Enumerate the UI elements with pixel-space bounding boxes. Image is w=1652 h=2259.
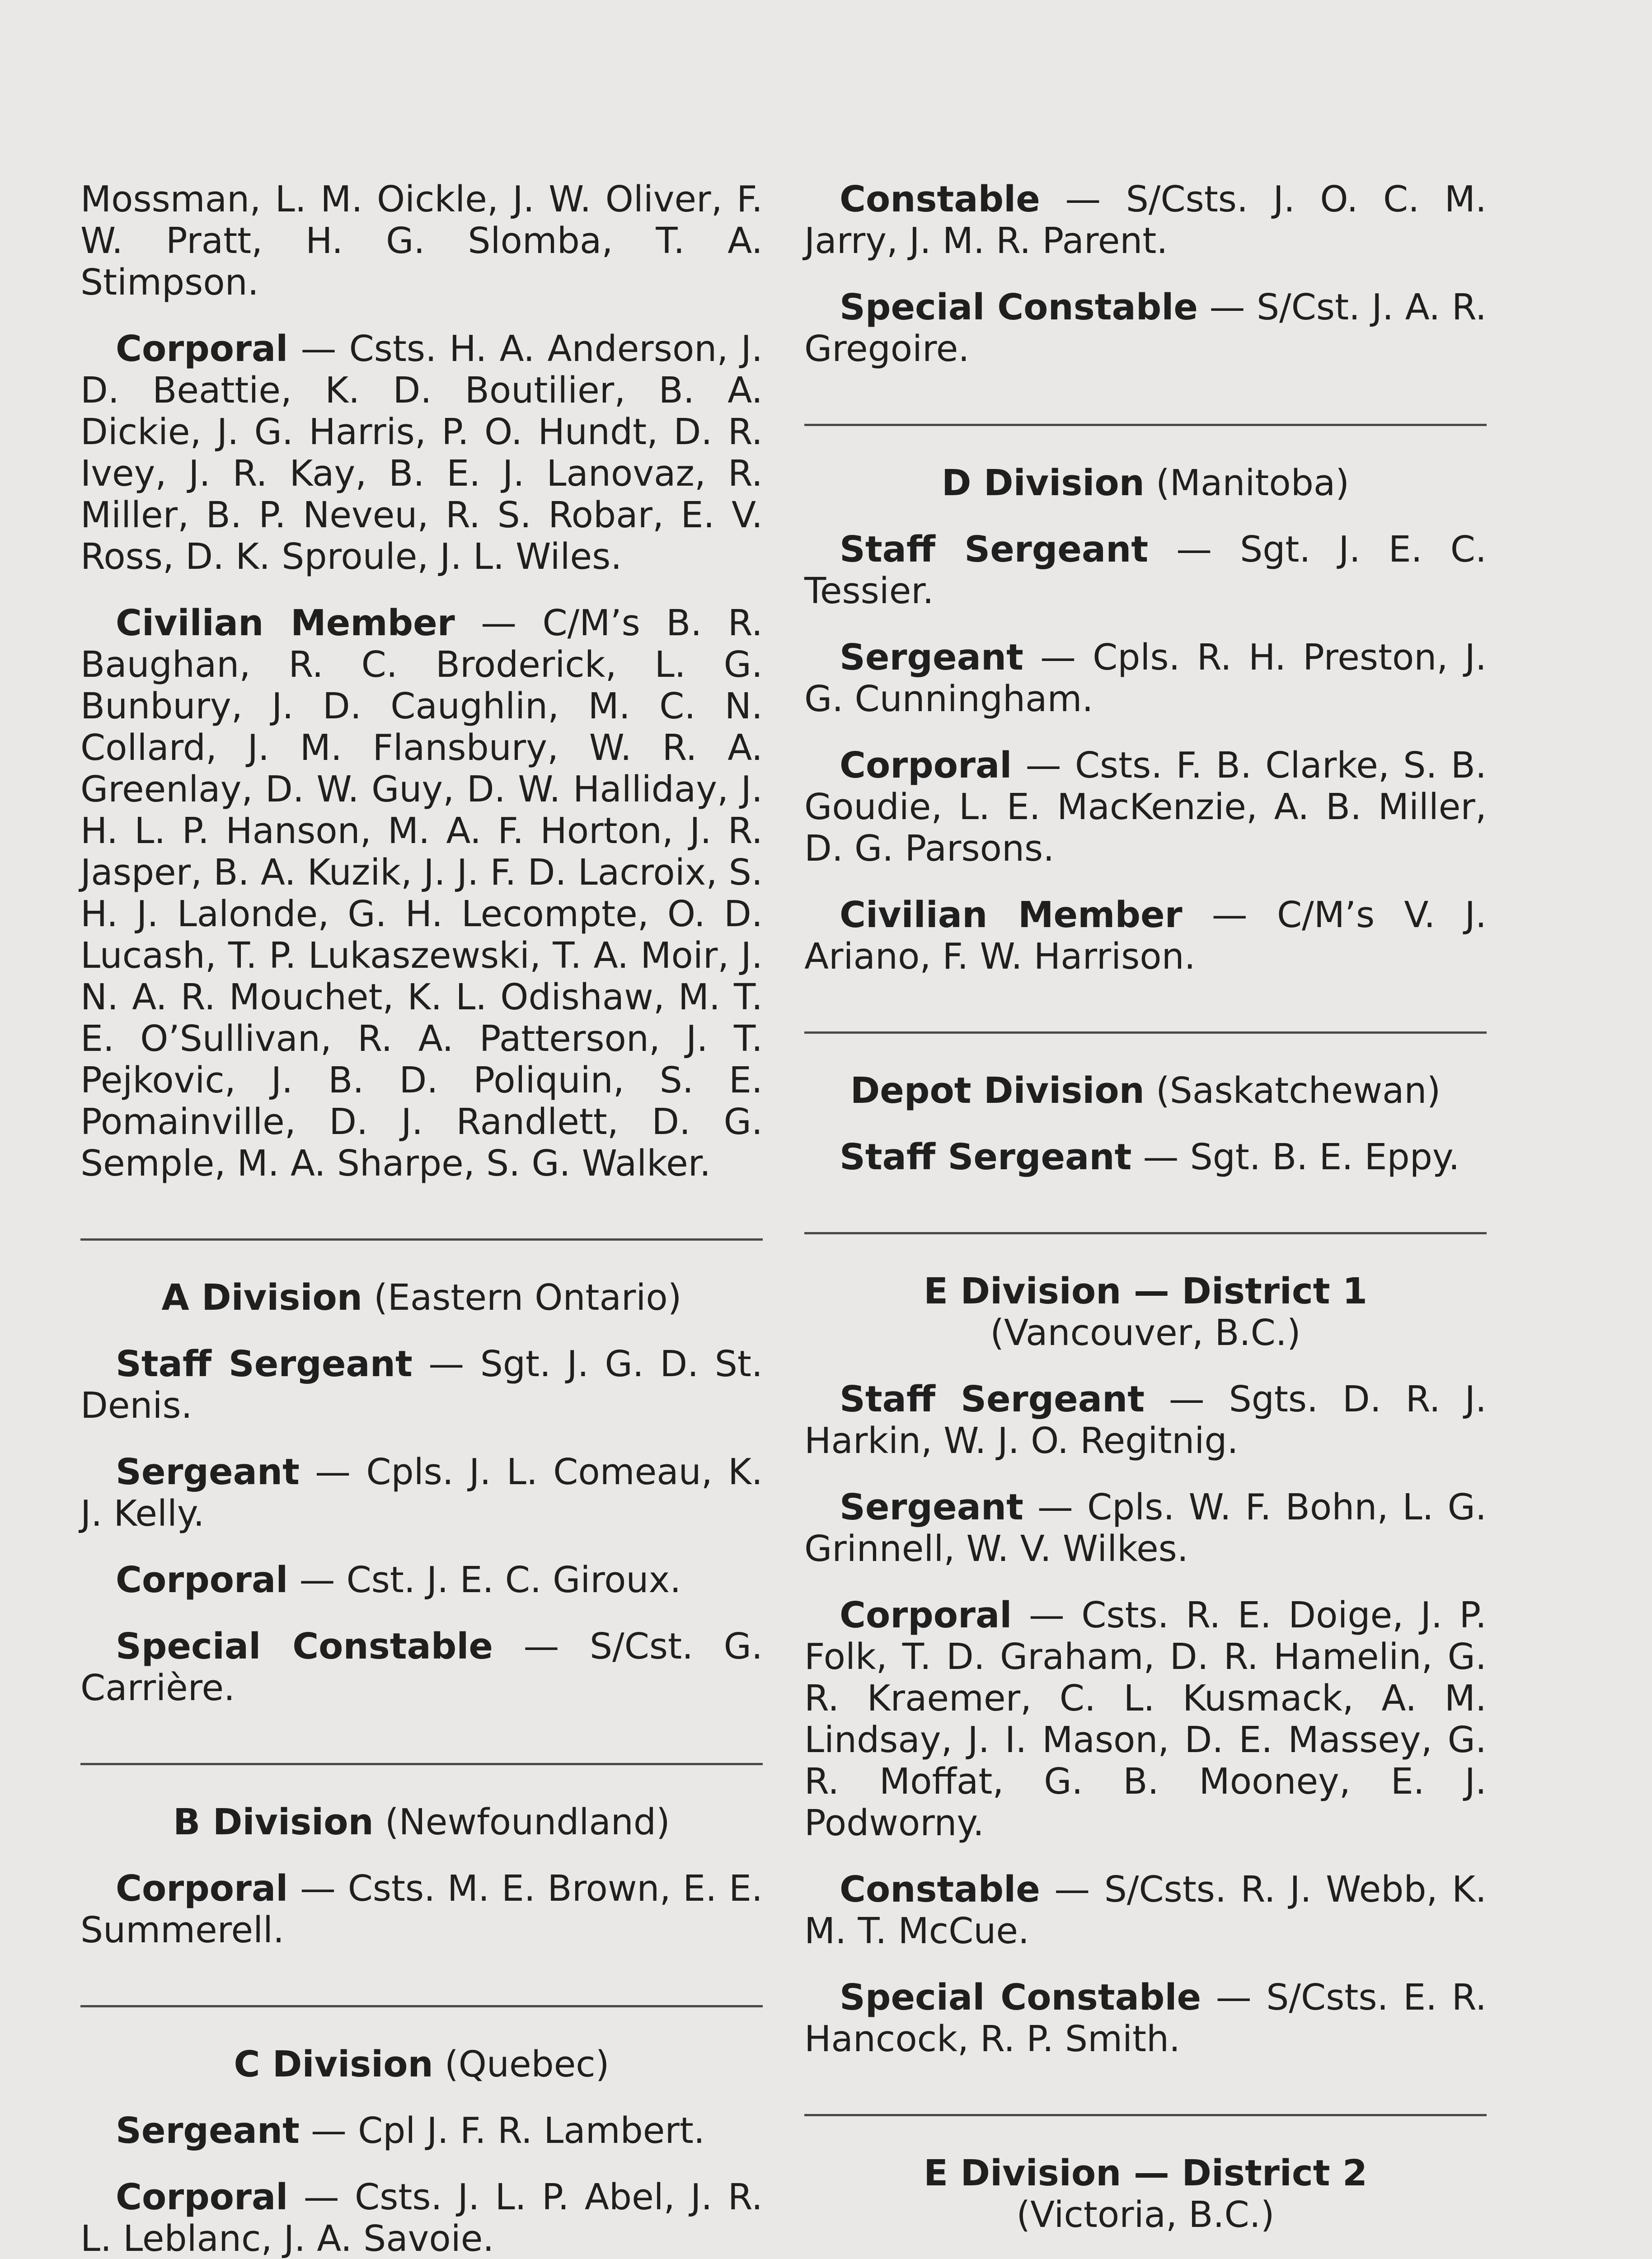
rank-entry-corporal: Corporal — Csts. H. A. Anderson, J. D. Beattie, K. D. Boutilier, B. A. Dickie, J. G. Harris, P. O. Hundt, D. R. Ivey, J. R. Kay, B. E. J. Lanovaz, R. Miller, B. P. Neveu, R. S. Robar, E. V. Ross, D. K. Sproule, J. L. Wiles.: [80, 328, 763, 577]
section-divider: [80, 1238, 763, 1241]
section-divider: [804, 1031, 1487, 1034]
rank-entry-e1-corporal: Corporal — Csts. R. E. Doige, J. P. Folk, T. D. Graham, D. R. Hamelin, G. R. Kraemer, C. L. Kusmack, A. M. Lindsay, J. I. Mason, D. E. Massey, G. R. Moffat, G. B. Mooney, E. J. Podworny.: [804, 1594, 1487, 1844]
division-heading-c: C Division (Quebec): [234, 2043, 610, 2085]
rank-entry-constable: Constable — S/Csts. J. O. C. M. Jarry, J. M. R. Parent.: [804, 178, 1487, 262]
rank-entry-a-sergeant: Sergeant — Cpls. J. L. Comeau, K. J. Kelly.: [80, 1451, 763, 1534]
rank-entry-e1-staff-sergeant: Staff Sergeant — Sgts. D. R. J. Harkin, W. J. O. Regitnig.: [804, 1378, 1487, 1462]
division-heading-a: A Division (Eastern Ontario): [161, 1277, 682, 1318]
section-divider: [804, 424, 1487, 426]
right-column: [804, 178, 1487, 2259]
rank-entry-depot-staff-sergeant: Staff Sergeant — Sgt. B. E. Eppy.: [840, 1136, 1460, 1178]
rank-entry-a-staff-sergeant: Staff Sergeant — Sgt. J. G. D. St. Denis.: [80, 1343, 763, 1426]
section-divider: [804, 2114, 1487, 2116]
rank-entry-d-corporal: Corporal — Csts. F. B. Clarke, S. B. Goudie, L. E. MacKenzie, A. B. Miller, D. G. Parsons.: [804, 745, 1487, 869]
rank-entry-b-corporal: Corporal — Csts. M. E. Brown, E. E. Summerell.: [80, 1868, 763, 1951]
division-heading-e2: E Division — District 2 (Victoria, B.C.): [924, 2152, 1367, 2236]
rank-entry-e1-special-constable: Special Constable — S/Csts. E. R. Hancock, R. P. Smith.: [804, 1977, 1487, 2060]
rank-entry-a-corporal: Corporal — Cst. J. E. C. Giroux.: [116, 1559, 681, 1601]
section-divider: [80, 1763, 763, 1765]
rank-entry-d-staff-sergeant: Staff Sergeant — Sgt. J. E. C. Tessier.: [804, 529, 1487, 612]
division-heading-depot: Depot Division (Saskatchewan): [850, 1070, 1441, 1111]
rank-entry-c-corporal: Corporal — Csts. J. L. P. Abel, J. R. L. Leblanc, J. A. Savoie.: [80, 2176, 763, 2259]
division-heading-b: B Division (Newfoundland): [173, 1801, 670, 1843]
rank-entry-civilian: Civilian Member — C/M’s B. R. Baughan, R. C. Broderick, L. G. Bunbury, J. D. Caughlin, M. C. N. Collard, J. M. Flansbury, W. R. A. Greenlay, D. W. Guy, D. W. Halliday, J. H. L. P. Hanson, M. A. F. Horton, J. R. Jasper, B. A. Kuzik, J. J. F. D. Lacroix, S. H. J. Lalonde, G. H. Lecompte, O. D. Lucash, T. P. Lukaszewski, T. A. Moir, J. N. A. R. Mouchet, K. L. Odishaw, M. T. E. O’Sullivan, R. A. Patterson, J. T. Pejkovic, J. B. D. Poliquin, S. E. Pomainville, D. J. Randlett, D. G. Semple, M. A. Sharpe, S. G. Walker.: [80, 602, 763, 1184]
section-divider: [80, 2005, 763, 2007]
rank-entry-e1-constable: Constable — S/Csts. R. J. Webb, K. M. T. McCue.: [804, 1869, 1487, 1952]
division-heading-d: D Division (Manitoba): [941, 462, 1350, 504]
rank-entry-e1-sergeant: Sergeant — Cpls. W. F. Bohn, L. G. Grinnell, W. V. Wilkes.: [804, 1486, 1487, 1570]
rank-entry-special-constable: Special Constable — S/Cst. J. A. R. Gregoire.: [804, 286, 1487, 370]
continued-list: Mossman, L. M. Oickle, J. W. Oliver, F. W. Pratt, H. G. Slomba, T. A. Stimpson.: [80, 178, 763, 303]
rank-entry-d-civilian: Civilian Member — C/M’s V. J. Ariano, F. W. Harrison.: [804, 894, 1487, 977]
left-column: [80, 178, 763, 2259]
rank-entry-d-sergeant: Sergeant — Cpls. R. H. Preston, J. G. Cunningham.: [804, 637, 1487, 720]
division-heading-e1: E Division — District 1 (Vancouver, B.C.): [924, 1270, 1367, 1354]
rank-entry-c-sergeant: Sergeant — Cpl J. F. R. Lambert.: [116, 2110, 705, 2151]
rank-entry-a-special-constable: Special Constable — S/Cst. G. Carrière.: [80, 1626, 763, 1709]
section-divider: [804, 1232, 1487, 1234]
